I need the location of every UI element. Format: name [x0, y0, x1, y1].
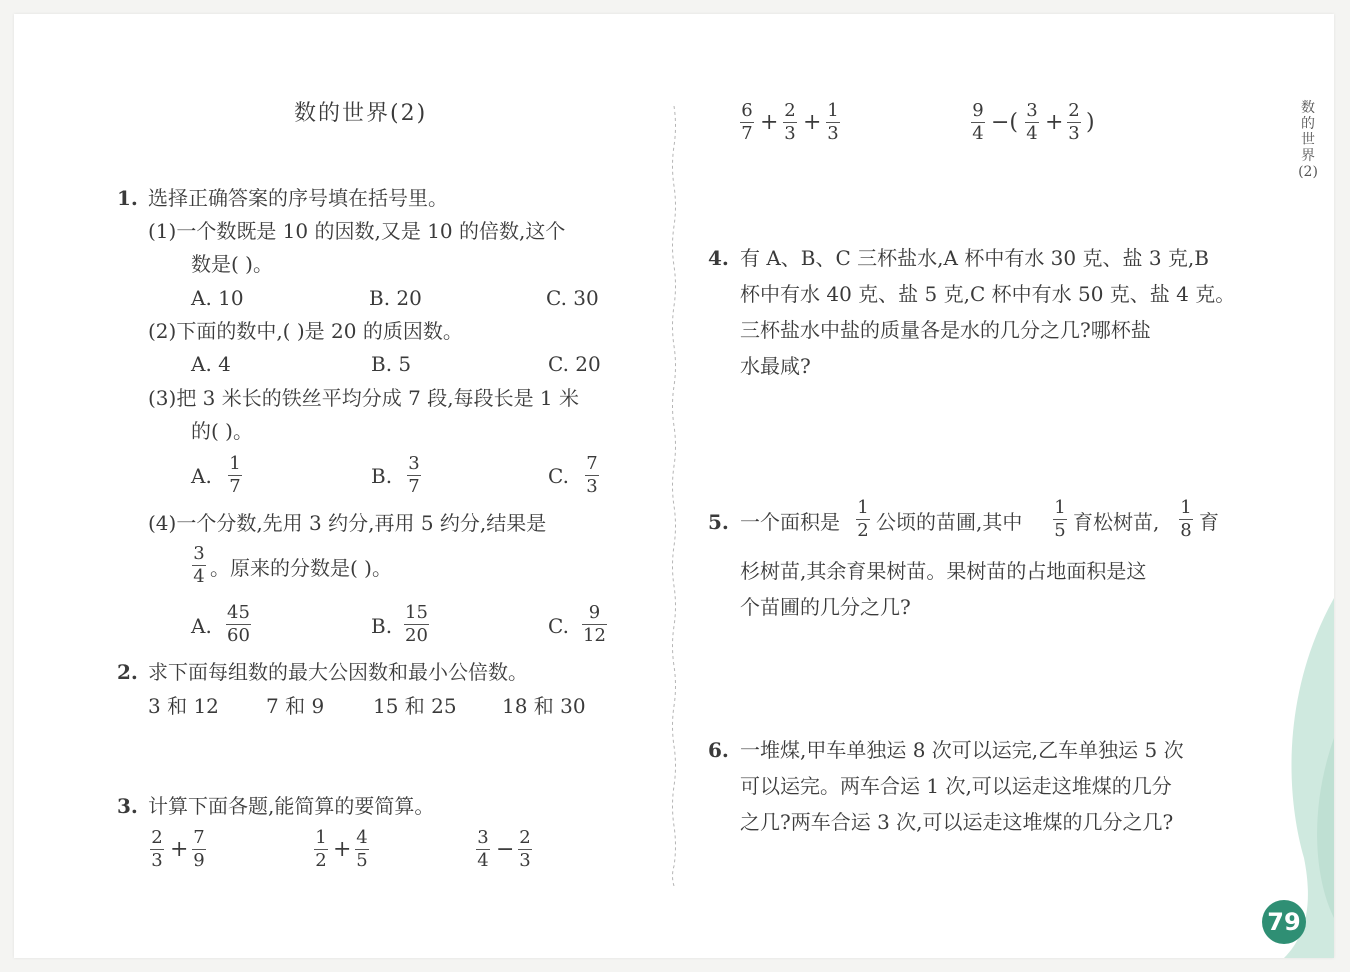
q3-expr5-operator-2: +	[1045, 110, 1064, 135]
q5-segment-4: 育	[1199, 510, 1219, 534]
denominator: 12	[583, 625, 606, 646]
q3-expr4-fraction-c	[826, 101, 840, 144]
denominator: 60	[227, 625, 250, 646]
q1-sub4-option-c-label: C.	[548, 614, 569, 638]
q1-sub3-line2: 的( )。	[191, 419, 253, 443]
q5-fraction-3	[1179, 498, 1193, 541]
q6-line3: 之几?两车合运 3 次,可以运走这堆煤的几分之几?	[740, 810, 1174, 834]
q4-number: 4.	[708, 246, 729, 270]
numerator: 7	[586, 453, 598, 474]
denominator: 3	[151, 850, 163, 871]
q1-sub2-line1: (2)下面的数中,( )是 20 的质因数。	[148, 319, 463, 343]
workbook-page	[14, 14, 1334, 958]
q3-text: 计算下面各题,能简算的要简算。	[148, 794, 435, 818]
q3-expr1-fraction-b	[192, 828, 206, 871]
q4-line3: 三杯盐水中盐的质量各是水的几分之几?哪杯盐	[740, 318, 1151, 342]
q5-segment-2: 公顷的苗圃,其中	[876, 510, 1023, 534]
side-section-label: 数的世界(2)	[1298, 100, 1318, 180]
q3-expr5-close-paren: )	[1086, 110, 1095, 135]
q4-line2: 杯中有水 40 克、盐 5 克,C 杯中有水 50 克、盐 4 克。	[740, 282, 1236, 306]
q1-sub4-option-b-fraction	[404, 603, 429, 646]
q1-sub1-line1: (1)一个数既是 10 的因数,又是 10 的倍数,这个	[148, 219, 566, 243]
q2-group-4: 18 和 30	[502, 694, 586, 718]
q3-expr4-fraction-b	[783, 101, 797, 144]
q1-sub1-option-a: A. 10	[191, 286, 244, 310]
denominator: 2	[857, 520, 869, 541]
q1-sub1-line2: 数是( )。	[191, 252, 273, 276]
q6-line2: 可以运完。两车合运 1 次,可以运走这堆煤的几分	[740, 774, 1172, 798]
page-number-badge: 79	[1262, 900, 1306, 944]
denominator: 7	[408, 476, 420, 497]
q2-text: 求下面每组数的最大公因数和最小公倍数。	[148, 660, 528, 684]
q1-sub2-option-b: B. 5	[371, 352, 412, 376]
q1-sub3-option-c-fraction	[585, 454, 599, 497]
q2-group-1: 3 和 12	[148, 694, 219, 718]
numerator: 3	[408, 453, 420, 474]
q3-expr1-operator: +	[170, 837, 189, 862]
denominator: 4	[972, 123, 984, 144]
q1-sub3-option-b-fraction	[407, 454, 421, 497]
q6-line1: 一堆煤,甲车单独运 8 次可以运完,乙车单独运 5 次	[740, 738, 1184, 762]
numerator: 1	[857, 497, 869, 518]
denominator: 7	[229, 476, 241, 497]
denominator: 5	[356, 850, 368, 871]
q1-sub4-option-a-label: A.	[191, 614, 212, 638]
q1-sub1-option-c: C. 30	[546, 286, 599, 310]
q3-number: 3.	[117, 794, 138, 818]
numerator: 1	[1054, 497, 1066, 518]
denominator: 4	[477, 850, 489, 871]
denominator: 3	[586, 476, 598, 497]
numerator: 2	[784, 100, 796, 121]
q3-expr2-fraction-b	[355, 828, 369, 871]
q2-number: 2.	[117, 660, 138, 684]
q1-number: 1.	[117, 186, 138, 210]
numerator: 2	[1068, 100, 1080, 121]
numerator: 6	[741, 100, 753, 121]
denominator: 20	[405, 625, 428, 646]
q1-sub3-line1: (3)把 3 米长的铁丝平均分成 7 段,每段长是 1 米	[148, 386, 580, 410]
q3-expr5-fraction-c	[1067, 101, 1081, 144]
q3-expr4-fraction-a	[740, 101, 754, 144]
numerator: 3	[193, 543, 205, 564]
q5-line2: 杉树苗,其余育果树苗。果树苗的占地面积是这	[740, 559, 1147, 583]
q1-sub4-option-a-fraction	[226, 603, 251, 646]
page-divider	[670, 106, 678, 886]
q3-expr5-fraction-a	[971, 101, 985, 144]
q5-segment-1: 一个面积是	[740, 510, 840, 534]
q5-line3: 个苗圃的几分之几?	[740, 595, 911, 619]
q1-sub4-line2: 。原来的分数是( )。	[210, 556, 392, 580]
q3-expr5-operator-1: −(	[991, 110, 1019, 135]
q3-expr4-operator-2: +	[803, 110, 822, 135]
q2-group-3: 15 和 25	[373, 694, 457, 718]
numerator: 3	[1026, 100, 1038, 121]
q5-segment-3: 育松树苗,	[1073, 510, 1160, 534]
numerator: 1	[827, 100, 839, 121]
decorative-corner-shape	[1134, 358, 1334, 958]
q1-sub3-option-a-fraction	[228, 454, 242, 497]
numerator: 2	[151, 827, 163, 848]
q1-text: 选择正确答案的序号填在括号里。	[148, 186, 448, 210]
q3-expr1-fraction-a	[150, 828, 164, 871]
q1-sub3-option-c-label: C.	[548, 464, 569, 488]
numerator: 2	[519, 827, 531, 848]
q1-sub4-result-fraction	[192, 544, 206, 587]
q3-expr3-fraction-a	[476, 828, 490, 871]
q5-number: 5.	[708, 510, 729, 534]
q3-expr2-operator: +	[333, 837, 352, 862]
denominator: 3	[827, 123, 839, 144]
denominator: 4	[193, 566, 205, 587]
q1-sub4-option-b-label: B.	[371, 614, 393, 638]
q3-expr3-operator: −	[496, 837, 515, 862]
q1-sub1-option-b: B. 20	[369, 286, 422, 310]
denominator: 3	[784, 123, 796, 144]
numerator: 3	[477, 827, 489, 848]
denominator: 5	[1054, 520, 1066, 541]
denominator: 3	[1068, 123, 1080, 144]
q1-sub3-option-a-label: A.	[191, 464, 212, 488]
denominator: 3	[519, 850, 531, 871]
q5-fraction-2	[1053, 498, 1067, 541]
numerator: 9	[972, 100, 984, 121]
numerator: 45	[227, 602, 250, 623]
denominator: 9	[193, 850, 205, 871]
page-title: 数的世界(2)	[294, 101, 428, 126]
numerator: 4	[356, 827, 368, 848]
numerator: 9	[588, 602, 601, 623]
q1-sub2-option-a: A. 4	[191, 352, 231, 376]
q5-fraction-1	[856, 498, 870, 541]
q2-group-2: 7 和 9	[266, 694, 325, 718]
denominator: 7	[741, 123, 753, 144]
q1-sub4-option-c-fraction	[582, 603, 607, 646]
numerator: 1	[229, 453, 241, 474]
q6-number: 6.	[708, 738, 729, 762]
q1-sub2-option-c: C. 20	[548, 352, 601, 376]
q1-sub4-line1: (4)一个分数,先用 3 约分,再用 5 约分,结果是	[148, 511, 547, 535]
q3-expr4-operator-1: +	[760, 110, 779, 135]
denominator: 2	[315, 850, 327, 871]
q1-sub3-option-b-label: B.	[371, 464, 393, 488]
denominator: 8	[1180, 520, 1192, 541]
denominator: 4	[1026, 123, 1038, 144]
q3-expr2-fraction-a	[314, 828, 328, 871]
q4-line1: 有 A、B、C 三杯盐水,A 杯中有水 30 克、盐 3 克,B	[740, 246, 1209, 270]
q4-line4: 水最咸?	[740, 354, 811, 378]
q3-expr3-fraction-b	[518, 828, 532, 871]
numerator: 1	[315, 827, 327, 848]
q3-expr5-fraction-b	[1025, 101, 1039, 144]
numerator: 7	[193, 827, 205, 848]
numerator: 1	[1180, 497, 1192, 518]
numerator: 15	[405, 602, 428, 623]
